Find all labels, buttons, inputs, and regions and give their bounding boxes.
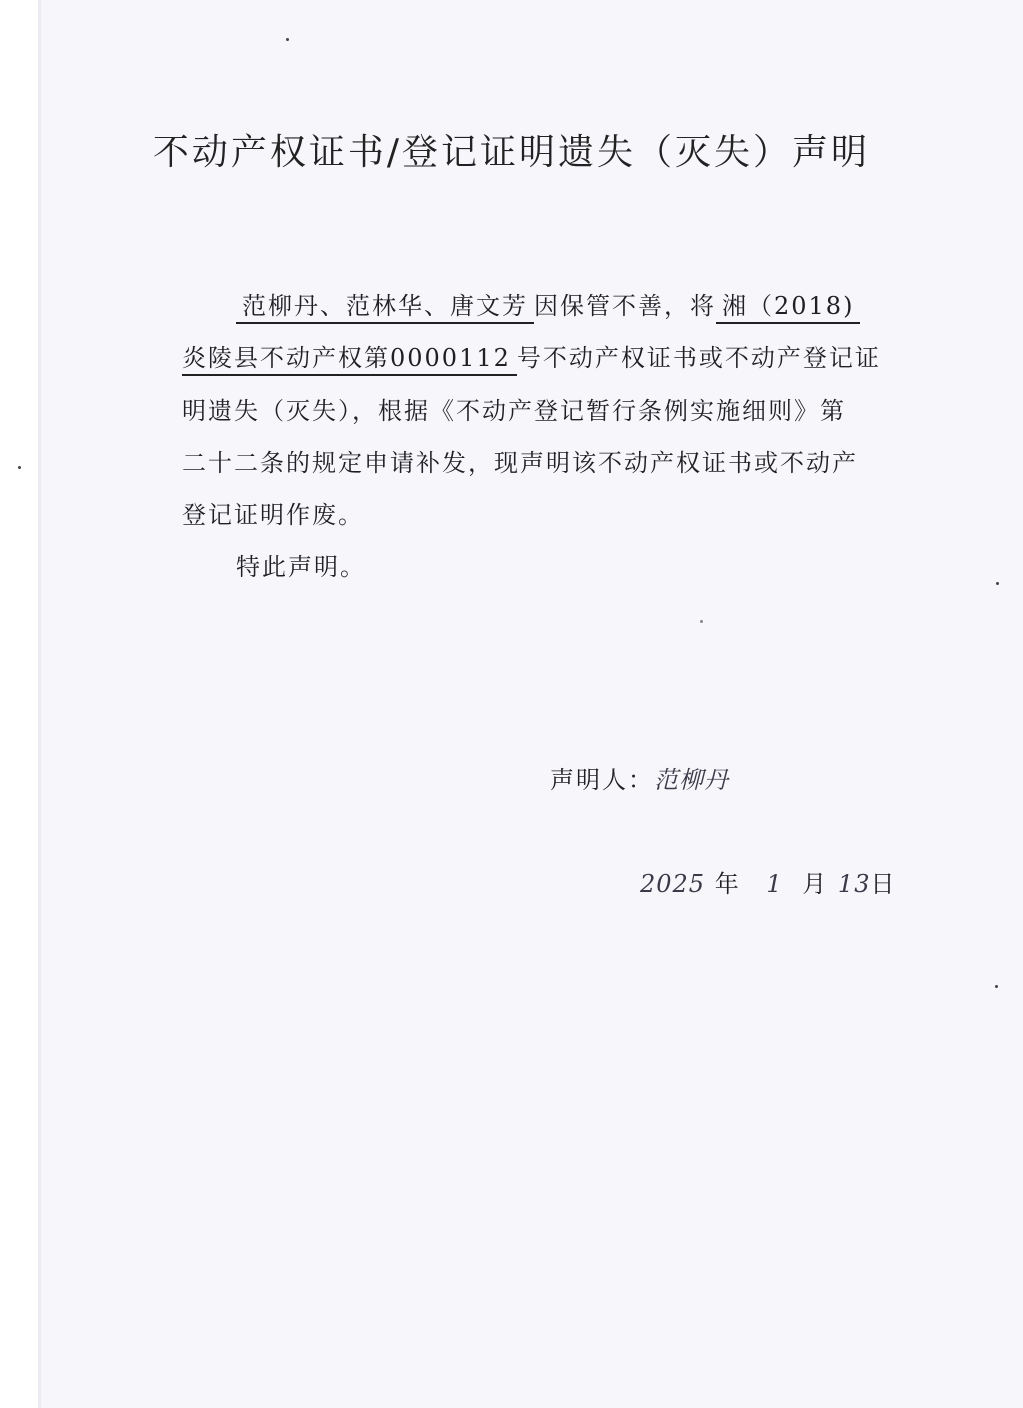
scan-speck [700,620,703,623]
month-unit: 月 [802,870,829,898]
date-row [640,864,897,899]
paragraph-line-3: 明遗失（灭失），根据《不动产登记暂行条例实施细则》第 [182,397,846,425]
certificate-number: 炎陵县不动产权第0000112 [182,344,517,376]
page-title: 不动产权证书/登记证明遗失（灭失）声明 [152,132,871,173]
scan-speck [996,582,999,585]
year-unit: 年 [714,870,741,898]
paragraph-line-4: 二十二条的规定申请补发，现声明该不动产权证书或不动产 [182,449,858,477]
signature-row [550,760,810,795]
paragraph-line-2 [182,338,882,373]
document-page [38,0,1023,1408]
statement-text: 因保管不善，将 [534,292,716,320]
owner-names: 范柳丹、范林华、唐文芳 [236,292,534,324]
paragraph-line-5: 登记证明作废。 [182,501,364,529]
scan-speck [18,466,21,469]
scan-speck [995,985,998,988]
date-month: 1 [766,870,783,898]
signature-label: 声明人： [550,766,654,794]
closing-statement: 特此声明。 [236,553,366,581]
statement-text: 号不动产权证书或不动产登记证 [516,344,881,372]
date-day: 13 [837,870,871,898]
certificate-prefix: 湘（2018) [716,292,860,324]
day-unit: 日 [870,870,897,898]
handwritten-signature: 范柳丹 [654,766,729,794]
scan-speck [286,38,289,41]
paragraph-line-1 [236,286,936,321]
date-year: 2025 [640,870,706,898]
